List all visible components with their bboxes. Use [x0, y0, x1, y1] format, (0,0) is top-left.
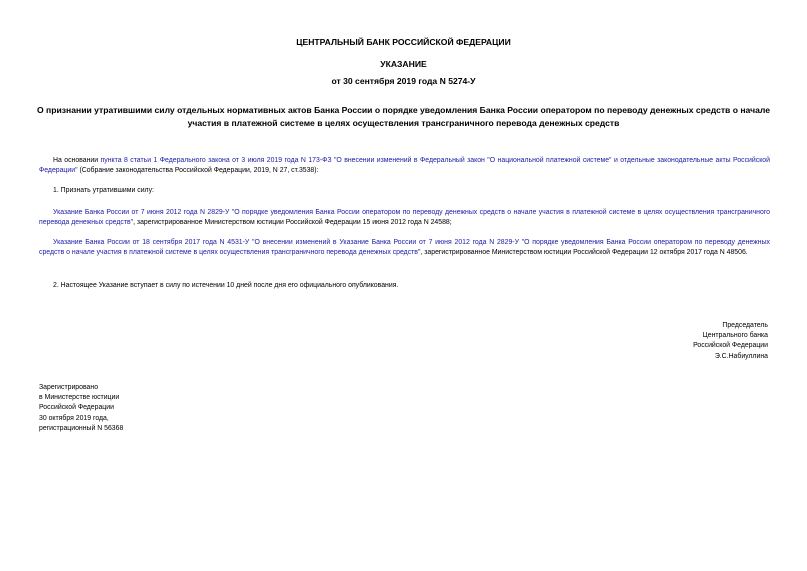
signature-block [693, 321, 768, 362]
basis-suffix: (Собрание законодательства Российской Федерации, 2019, N 27, ст.3538): [77, 166, 319, 174]
paragraph-repealed-act-2 [39, 238, 770, 257]
signature-line: Российской Федерации [693, 342, 768, 350]
registration-date: 30 октября 2019 года, [39, 414, 109, 422]
registration-block [39, 383, 123, 434]
document-title: О признании утратившими силу отдельных нормативных актов Банка России о порядке уведомления Банка России оператором по переводу денежных средств о начале участия в платежной системе в целях осуществления трансграничного перевода денежных средств [36, 105, 771, 128]
paragraph-repealed-act-1 [39, 208, 770, 227]
document-type: УКАЗАНИЕ [380, 59, 427, 69]
registration-line: Зарегистрировано [39, 384, 99, 391]
basis-prefix: На основании [53, 157, 101, 164]
registration-line: Российской Федерации [39, 404, 114, 412]
signature-line: Центрального банка [702, 332, 768, 340]
signature-line: Председатель [722, 322, 768, 329]
document-date-number: от 30 сентября 2019 года N 5274-У [331, 76, 476, 86]
repealed-act-1-link[interactable]: Указание Банка России от 7 июня 2012 года N 2829-У "О порядке уведомления Банка России оператором по переводу денежных средств о начале участия в платежной системе в целях осуществления трансграничного перевода денежных средств" [39, 209, 770, 226]
paragraph-item-2: 2. Настоящее Указание вступает в силу по истечении 10 дней после дня его официального опубликования. [53, 282, 399, 289]
paragraph-basis [39, 156, 770, 175]
issuing-organization: ЦЕНТРАЛЬНЫЙ БАНК РОССИЙСКОЙ ФЕДЕРАЦИИ [296, 37, 511, 47]
signature-name: Э.С.Набиуллина [714, 352, 768, 360]
repealed-act-2-link[interactable]: Указание Банка России от 18 сентября 2017 года N 4531-У "О внесении изменений в Указание Банка России от 7 июня 2012 года N 2829-У "О порядке уведомления Банка России оператором по переводу денежных средств о начале участия в платежной системе в целях осуществления трансграничного перевода денежных средств" [39, 239, 770, 256]
registration-line: в Министерстве юстиции [39, 394, 120, 402]
repealed-act-1-suffix: , зарегистрированное Министерством юстиции Российской Федерации 15 июня 2012 года N 24588; [133, 218, 452, 226]
repealed-act-2-suffix: , зарегистрированное Министерством юстиции Российской Федерации 12 октября 2017 года N 48506. [420, 248, 748, 256]
paragraph-item-1: 1. Признать утратившими силу: [53, 187, 154, 194]
registration-number: регистрационный N 56368 [39, 424, 124, 432]
basis-law-link[interactable]: пункта 8 статьи 1 Федерального закона от 3 июля 2019 года N 173-ФЗ "О внесении изменений в Федеральный закон "О национальной платежной системе" и отдельные законодательные акты Российской Федерации" [39, 157, 770, 174]
